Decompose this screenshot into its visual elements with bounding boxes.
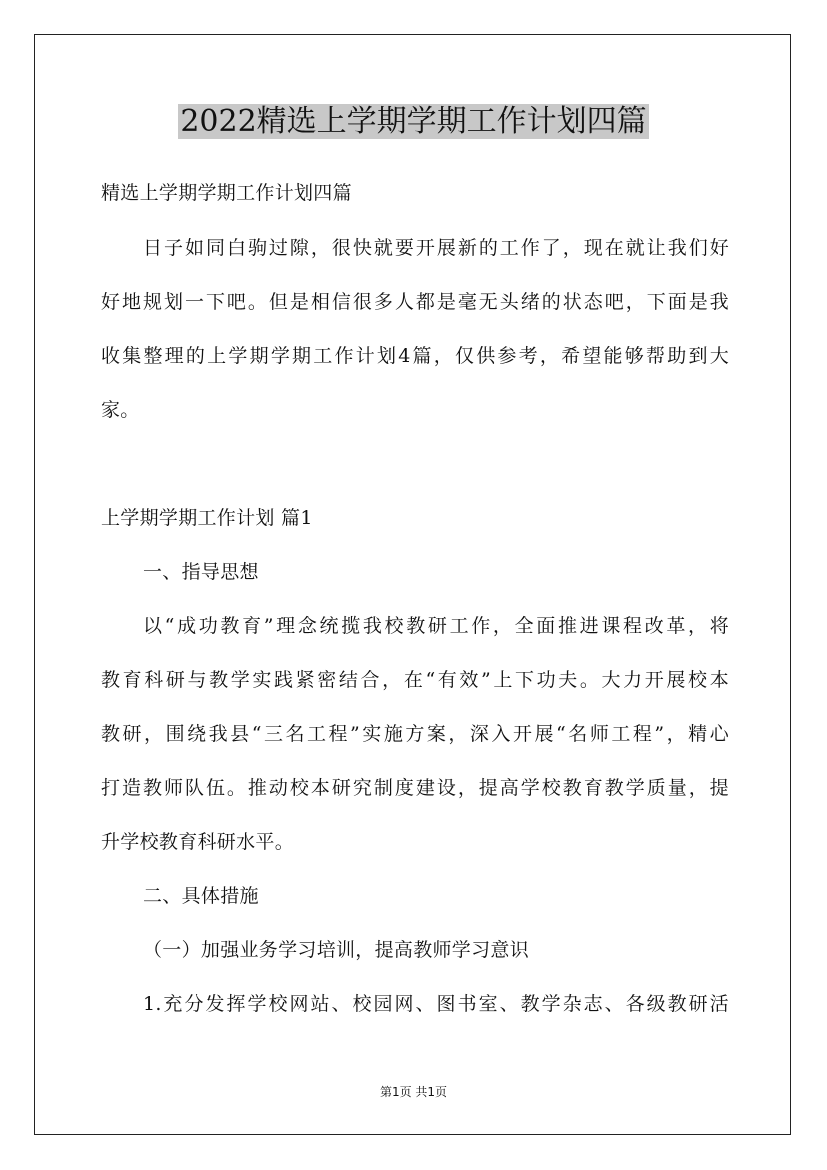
- document-title: 2022精选上学期学期工作计划四篇: [180, 104, 647, 139]
- intro-line: 家。: [101, 399, 140, 421]
- subtitle: 精选上学期学期工作计划四篇: [101, 182, 352, 204]
- paragraph-line: 以“成功教育”理念统揽我校教研工作，全面推进课程改革，将: [143, 615, 729, 637]
- section-title: 上学期学期工作计划 篇1: [101, 507, 313, 529]
- intro-line: 收集整理的上学期学期工作计划4篇，仅供参考，希望能够帮助到大: [101, 345, 729, 367]
- paragraph-line: 打造教师队伍。推动校本研究制度建设，提高学校教育教学质量，提: [101, 777, 729, 799]
- intro-line: 日子如同白驹过隙，很快就要开展新的工作了，现在就让我们好: [143, 237, 729, 259]
- heading-guiding-thought: 一、指导思想: [143, 561, 259, 583]
- list-item: 1.充分发挥学校网站、校园网、图书室、教学杂志、各级教研活: [143, 993, 729, 1015]
- page-number-footer: 第1页 共1页: [379, 1085, 448, 1099]
- paragraph-line: 教研，围绕我县“三名工程”实施方案，深入开展“名师工程”，精心: [101, 723, 729, 745]
- subheading: （一）加强业务学习培训，提高教师学习意识: [143, 939, 530, 961]
- heading-measures: 二、具体措施: [143, 885, 259, 907]
- paragraph-line: 升学校教育科研水平。: [101, 831, 295, 853]
- paragraph-line: 教育科研与教学实践紧密结合，在“有效”上下功夫。大力开展校本: [101, 669, 729, 691]
- intro-line: 好地规划一下吧。但是相信很多人都是毫无头绪的状态吧，下面是我: [101, 291, 729, 313]
